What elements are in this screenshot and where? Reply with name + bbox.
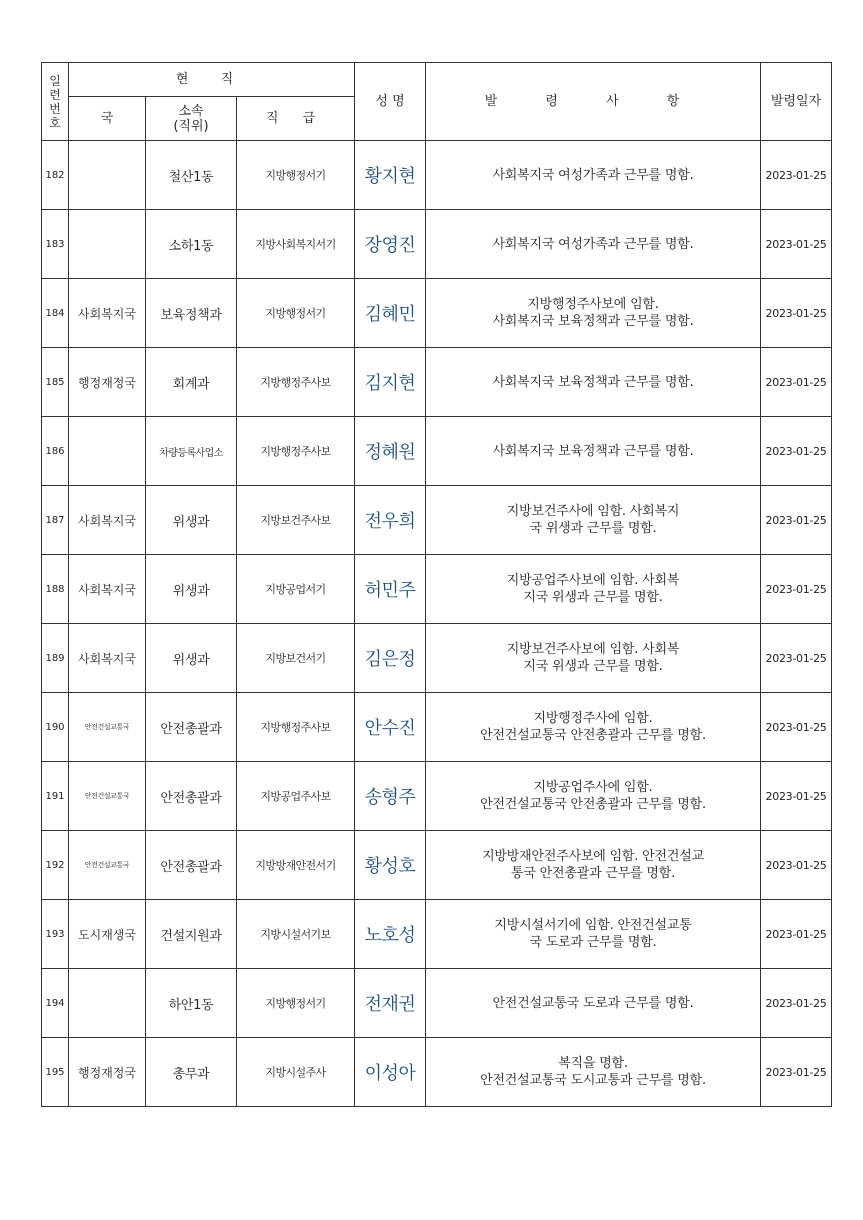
appointment-details-cell [426, 555, 761, 624]
appointment-line: 사회복지국 보육정책과 근무를 명함. [492, 443, 694, 459]
header-serial-char: 련 [49, 87, 61, 102]
header-current-position: 현 직 [69, 63, 355, 97]
rank-cell: 지방시설서기보 [237, 900, 355, 969]
bureau-cell: 사회복지국 [69, 486, 146, 555]
department-cell: 보육정책과 [146, 279, 237, 348]
rank-cell: 지방보건주사보 [237, 486, 355, 555]
serial-number-cell: 186 [42, 417, 69, 486]
appointment-line: 지방보건주사에 임함. 사회복지 [506, 504, 680, 519]
appointment-details-cell [426, 693, 761, 762]
appointment-line: 사회복지국 여성가족과 근무를 명함. [492, 167, 694, 183]
department-cell: 총무과 [146, 1038, 237, 1107]
appointment-date-cell: 2023-01-25 [761, 555, 832, 624]
table-row [42, 486, 832, 555]
table-body [42, 141, 832, 1107]
appointment-details-cell [426, 210, 761, 279]
appointment-line: 지방행정주사보에 임함. [527, 297, 659, 312]
bureau-cell [69, 417, 146, 486]
bureau-cell [69, 969, 146, 1038]
appointment-line: 지국 위생과 근무를 명함. [523, 659, 663, 674]
rank-cell: 지방행정주사보 [237, 693, 355, 762]
department-cell: 위생과 [146, 555, 237, 624]
table-row [42, 417, 832, 486]
appointment-date-cell: 2023-01-25 [761, 762, 832, 831]
appointment-date-cell: 2023-01-25 [761, 693, 832, 762]
rank-cell: 지방시설주사 [237, 1038, 355, 1107]
person-name-cell: 정혜원 [355, 417, 426, 486]
serial-number-cell: 183 [42, 210, 69, 279]
rank-cell: 지방방재안전서기 [237, 831, 355, 900]
serial-number-cell: 187 [42, 486, 69, 555]
bureau-cell: 안전건설교통국 [69, 762, 146, 831]
department-cell: 안전총괄과 [146, 762, 237, 831]
serial-number-cell: 182 [42, 141, 69, 210]
appointment-line: 지방시설서기에 임함. 안전건설교통 [494, 918, 692, 933]
appointment-details-cell [426, 348, 761, 417]
person-name-cell: 황성호 [355, 831, 426, 900]
appointment-details-cell [426, 624, 761, 693]
header-department [146, 97, 237, 141]
appointment-line: 지방보건주사보에 임함. 사회복 [506, 642, 680, 657]
appointment-date-cell: 2023-01-25 [761, 417, 832, 486]
appointment-date-cell: 2023-01-25 [761, 279, 832, 348]
appointment-details-cell [426, 279, 761, 348]
person-name-cell: 김은정 [355, 624, 426, 693]
bureau-cell: 사회복지국 [69, 624, 146, 693]
table-row [42, 624, 832, 693]
appointment-details-cell [426, 831, 761, 900]
appointment-date-cell: 2023-01-25 [761, 1038, 832, 1107]
person-name-cell: 송형주 [355, 762, 426, 831]
appointment-date-cell: 2023-01-25 [761, 831, 832, 900]
department-cell: 하안1동 [146, 969, 237, 1038]
table-row [42, 762, 832, 831]
person-name-cell: 김지현 [355, 348, 426, 417]
header-serial-number [42, 63, 69, 141]
appointment-line: 지방방재안전주사보에 임함. 안전건설교 [482, 849, 704, 864]
appointment-line: 지방공업주사에 임함. [533, 780, 653, 795]
appointment-date-cell: 2023-01-25 [761, 210, 832, 279]
appointment-line: 통국 안전총괄과 근무를 명함. [511, 866, 676, 881]
rank-cell: 지방보건서기 [237, 624, 355, 693]
serial-number-cell: 194 [42, 969, 69, 1038]
serial-number-cell: 192 [42, 831, 69, 900]
bureau-cell: 사회복지국 [69, 555, 146, 624]
serial-number-cell: 191 [42, 762, 69, 831]
appointment-date-cell: 2023-01-25 [761, 969, 832, 1038]
department-cell: 안전총괄과 [146, 693, 237, 762]
appointment-line: 사회복지국 보육정책과 근무를 명함. [492, 314, 694, 329]
bureau-cell: 안전건설교통국 [69, 693, 146, 762]
rank-cell: 지방행정서기 [237, 279, 355, 348]
person-name-cell: 전재권 [355, 969, 426, 1038]
serial-number-cell: 195 [42, 1038, 69, 1107]
header-appointment-date: 발령일자 [761, 63, 832, 141]
person-name-cell: 이성아 [355, 1038, 426, 1107]
appointment-line: 국 도로과 근무를 명함. [529, 935, 657, 950]
table-row [42, 348, 832, 417]
serial-number-cell: 193 [42, 900, 69, 969]
appointment-line: 사회복지국 여성가족과 근무를 명함. [492, 236, 694, 252]
appointment-date-cell: 2023-01-25 [761, 486, 832, 555]
appointment-date-cell: 2023-01-25 [761, 624, 832, 693]
department-cell: 철산1동 [146, 141, 237, 210]
appointment-line: 안전건설교통국 안전총괄과 근무를 명함. [480, 728, 706, 743]
person-name-cell: 안수진 [355, 693, 426, 762]
person-name-cell: 노호성 [355, 900, 426, 969]
table-row [42, 900, 832, 969]
department-cell: 회계과 [146, 348, 237, 417]
person-name-cell: 허민주 [355, 555, 426, 624]
appointment-line: 지방공업주사보에 임함. 사회복 [506, 573, 680, 588]
appointment-line: 국 위생과 근무를 명함. [529, 521, 657, 536]
table-row [42, 141, 832, 210]
rank-cell: 지방행정주사보 [237, 417, 355, 486]
person-name-cell: 전우희 [355, 486, 426, 555]
appointment-line: 지국 위생과 근무를 명함. [523, 590, 663, 605]
rank-cell: 지방행정서기 [237, 141, 355, 210]
bureau-cell: 안전건설교통국 [69, 831, 146, 900]
rank-cell: 지방사회복지서기 [237, 210, 355, 279]
appointment-date-cell: 2023-01-25 [761, 348, 832, 417]
serial-number-cell: 188 [42, 555, 69, 624]
appointment-line: 사회복지국 보육정책과 근무를 명함. [492, 374, 694, 390]
bureau-cell [69, 210, 146, 279]
department-cell: 위생과 [146, 624, 237, 693]
rank-cell: 지방행정서기 [237, 969, 355, 1038]
person-name-cell: 김혜민 [355, 279, 426, 348]
appointment-date-cell: 2023-01-25 [761, 900, 832, 969]
bureau-cell: 행정재정국 [69, 1038, 146, 1107]
header-serial-char: 호 [49, 115, 61, 130]
department-cell: 안전총괄과 [146, 831, 237, 900]
header-serial-char: 번 [49, 101, 61, 116]
table-row [42, 969, 832, 1038]
serial-number-cell: 185 [42, 348, 69, 417]
header-appointment-details: 발 령 사 항 [426, 63, 761, 141]
serial-number-cell: 190 [42, 693, 69, 762]
serial-number-cell: 184 [42, 279, 69, 348]
table-row [42, 831, 832, 900]
appointment-details-cell [426, 969, 761, 1038]
appointment-details-cell [426, 900, 761, 969]
bureau-cell: 행정재정국 [69, 348, 146, 417]
appointment-line: 안전건설교통국 도시교통과 근무를 명함. [480, 1073, 706, 1088]
appointment-line: 지방행정주사에 임함. [533, 711, 653, 726]
header-department-line2: (직위) [173, 118, 209, 134]
personnel-order-table [41, 62, 832, 1107]
rank-cell: 지방공업서기 [237, 555, 355, 624]
department-cell: 차량등록사업소 [146, 417, 237, 486]
appointment-details-cell [426, 417, 761, 486]
header-rank: 직 급 [237, 97, 355, 141]
appointment-details-cell [426, 762, 761, 831]
header-name: 성 명 [355, 63, 426, 141]
appointment-line: 복직을 명함. [558, 1056, 628, 1071]
appointment-details-cell [426, 141, 761, 210]
appointment-details-cell [426, 486, 761, 555]
person-name-cell: 황지현 [355, 141, 426, 210]
rank-cell: 지방행정주사보 [237, 348, 355, 417]
appointment-details-cell [426, 1038, 761, 1107]
header-department-line1: 소속 [178, 103, 204, 119]
bureau-cell [69, 141, 146, 210]
department-cell: 위생과 [146, 486, 237, 555]
table-row [42, 1038, 832, 1107]
department-cell: 소하1동 [146, 210, 237, 279]
table-row [42, 279, 832, 348]
table-row [42, 210, 832, 279]
department-cell: 건설지원과 [146, 900, 237, 969]
rank-cell: 지방공업주사보 [237, 762, 355, 831]
appointment-line: 안전건설교통국 도로과 근무를 명함. [492, 995, 694, 1011]
appointment-line: 안전건설교통국 안전총괄과 근무를 명함. [480, 797, 706, 812]
appointment-date-cell: 2023-01-25 [761, 141, 832, 210]
person-name-cell: 장영진 [355, 210, 426, 279]
serial-number-cell: 189 [42, 624, 69, 693]
bureau-cell: 사회복지국 [69, 279, 146, 348]
table-row [42, 693, 832, 762]
header-serial-char: 일 [49, 73, 61, 88]
header-bureau: 국 [69, 97, 146, 141]
table-row [42, 555, 832, 624]
bureau-cell: 도시재생국 [69, 900, 146, 969]
